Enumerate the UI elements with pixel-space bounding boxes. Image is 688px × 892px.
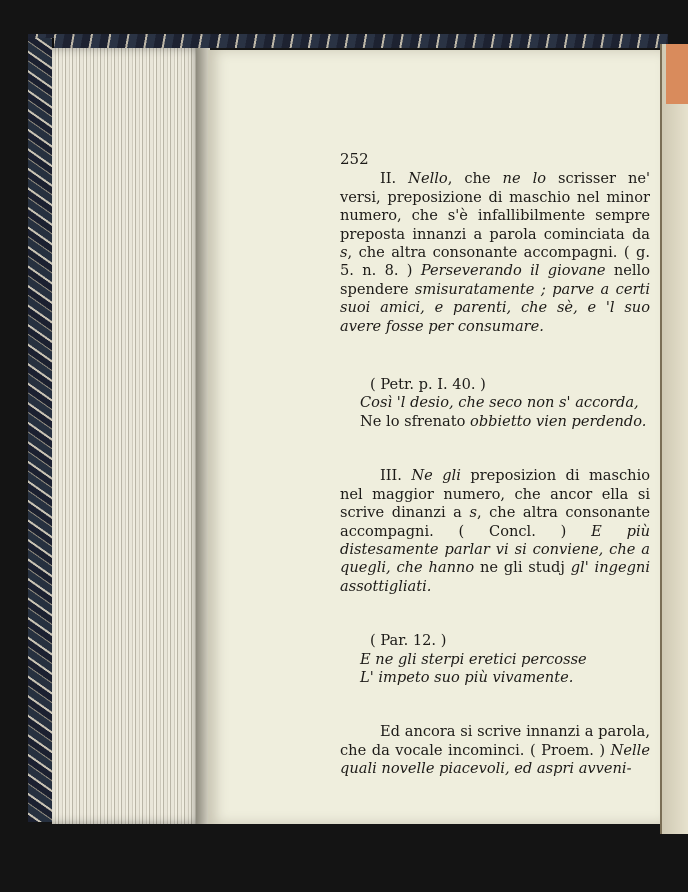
- citation: ( Par. 12. ): [370, 632, 447, 650]
- verse-line: [340, 669, 650, 687]
- page-edges: [52, 48, 202, 824]
- italic-run: Così 'l desio, che seco non s' accorda,: [360, 394, 639, 412]
- text-run: , che altra consonante accompagni. ( g. 5. n. 8. ): [340, 244, 650, 280]
- citation: ( Petr. p. I. 40. ): [370, 376, 486, 394]
- italic-run: E ne gli sterpi: [360, 650, 465, 668]
- italic-run: s: [340, 244, 348, 262]
- marbled-cover: [28, 38, 54, 822]
- verse-line: [340, 394, 650, 412]
- text-run: scrisser ne' versi, preposizione di maschio nel minor numero, che s'è infallibilmente sempre preposta innanzi a parola cominciata da: [340, 170, 650, 243]
- text-run: , che altra consonante accompagni. ( Concl. ): [340, 504, 651, 540]
- text-run: ne gli studj: [479, 559, 565, 577]
- italic-run: E più distesamente parlar vi si conviene, che a quegli, che hanno: [340, 522, 651, 577]
- italic-run: L' impeto suo più vivamente.: [360, 668, 574, 686]
- page-text: [340, 150, 650, 779]
- book-cover-top: [28, 34, 668, 48]
- page-tab: [666, 44, 688, 104]
- text-run: nello spendere: [340, 262, 651, 298]
- paragraph-final: [340, 723, 650, 778]
- section-number: II.: [380, 170, 397, 188]
- section-number: III.: [380, 467, 402, 485]
- italic-run: Perseverando il giovane: [420, 262, 606, 280]
- italic-run: Nelle quali novelle piacevoli, ed aspri avveni-: [340, 741, 650, 778]
- headword: Ne gli: [411, 467, 461, 485]
- page-number: 252: [340, 150, 369, 168]
- italic-run: ne lo: [502, 170, 547, 188]
- italic-run: s: [469, 504, 477, 522]
- paragraph-II: [340, 170, 650, 336]
- text-run: Ne lo sfrenato: [360, 412, 466, 430]
- text-run: preposizion di maschio nel maggior numero, che ancor ella si scrive dinanzi a: [340, 467, 651, 522]
- verse-line: [340, 651, 650, 669]
- italic-run: gl' ingegni assottigliati.: [340, 559, 650, 595]
- italic-run: smisuratamente ; parve a certi suoi amici, e parenti, che sè, e 'l suo avere fosse per consumare.: [340, 280, 650, 335]
- verse-line: [340, 413, 650, 431]
- headword: Nello: [408, 170, 448, 188]
- text-run: , che: [447, 170, 491, 188]
- paragraph-III: [340, 467, 650, 596]
- facing-page-edge: [660, 44, 688, 834]
- italic-run: obbietto vien perdendo.: [470, 412, 647, 430]
- text-run: Ed ancora si scrive innanzi a parola, che da vocale incominci. ( Proem. ): [340, 723, 650, 759]
- italic-run: eretici percosse: [468, 650, 587, 668]
